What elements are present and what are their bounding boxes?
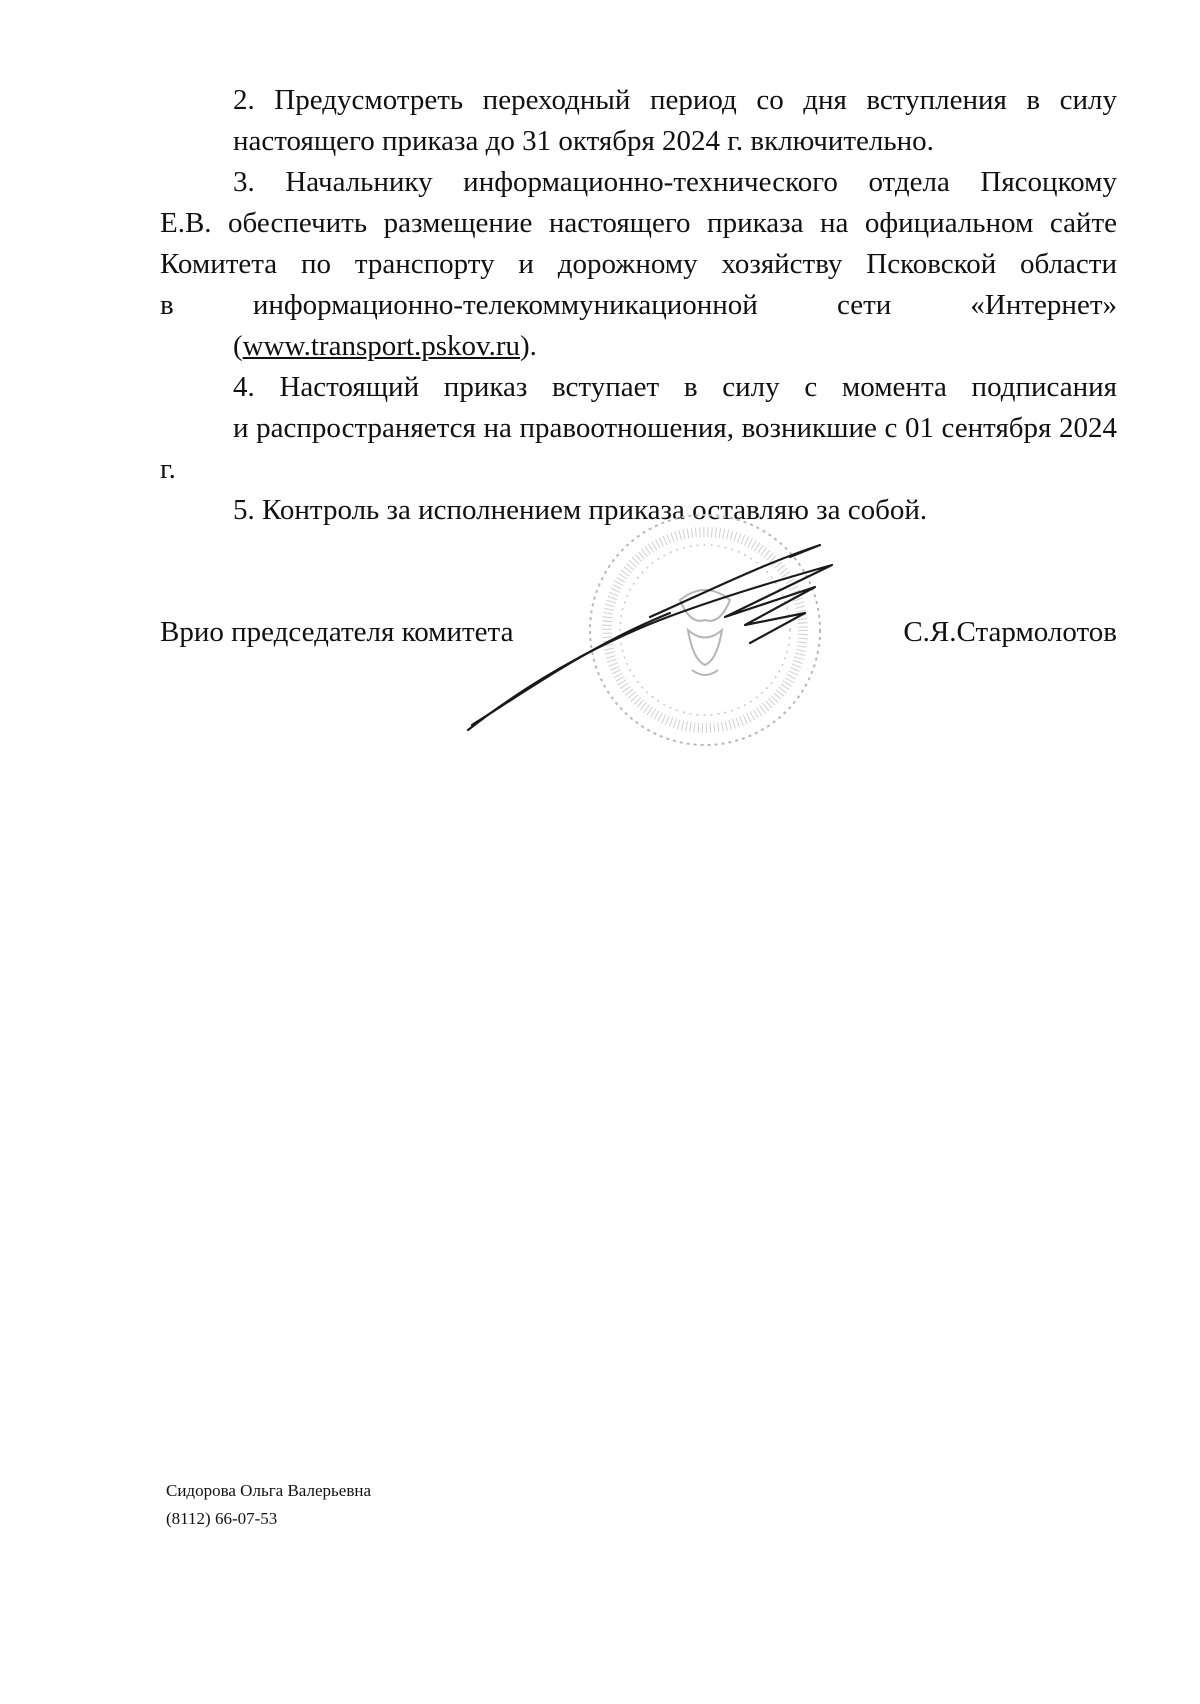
signature-block	[160, 616, 1117, 660]
paragraph-5-text: 5. Контроль за исполнением приказа оставляю за собой.	[233, 494, 928, 526]
document-body	[160, 80, 1117, 531]
paragraph-4-line-1: 4. Настоящий приказ вступает в силу с момента подписания	[233, 371, 1117, 403]
paragraph-4-line-2: и распространяется на правоотношения, возникшие с 01 сентября 2024 г.	[160, 412, 1117, 485]
paragraph-3-line-3: Комитета по транспорту и дорожному хозяйству Псковской области	[160, 248, 1117, 280]
executor-phone: (8112) 66-07-53	[166, 1509, 278, 1528]
paragraph-3-line-1: 3. Начальнику информационно-технического отдела Пясоцкому	[233, 166, 1117, 198]
paragraph-2	[160, 80, 1117, 162]
paragraph-3-line-5	[160, 326, 1117, 367]
signatory-position: Врио председателя комитета	[160, 616, 514, 648]
paragraph-2-line-2: настоящего приказа до 31 октября 2024 г. включительно.	[233, 125, 934, 157]
signatory-name: С.Я.Стармолотов	[903, 616, 1117, 648]
paragraph-3-line-4: в информационно-телекоммуникационной сети «Интернет»	[160, 289, 1117, 321]
executor-info	[166, 1477, 371, 1533]
paragraph-4	[160, 367, 1117, 490]
executor-name: Сидорова Ольга Валерьевна	[166, 1481, 371, 1500]
open-paren: (	[233, 330, 243, 362]
paragraph-3-line-2: Е.В. обеспечить размещение настоящего приказа на официальном сайте	[160, 207, 1117, 239]
paragraph-3	[160, 162, 1117, 367]
paragraph-2-line-1: 2. Предусмотреть переходный период со дня вступления в силу	[233, 84, 1117, 116]
close-paren: ).	[520, 330, 537, 362]
website-link[interactable]: www.transport.pskov.ru	[242, 330, 521, 362]
